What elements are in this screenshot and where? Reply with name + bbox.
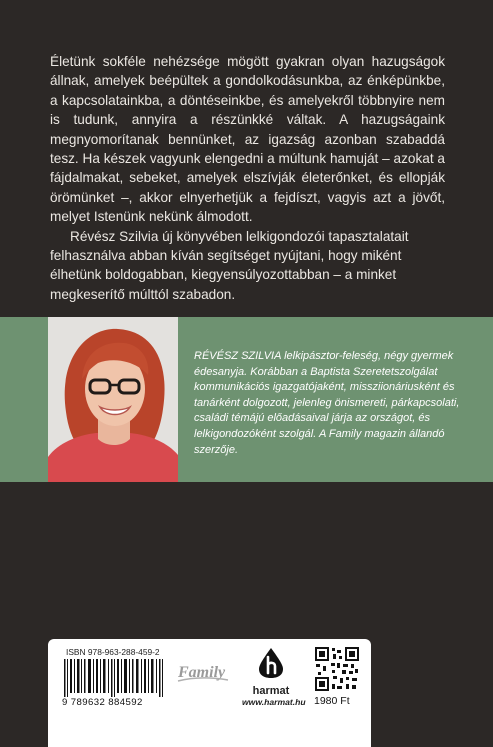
author-portrait: [48, 317, 178, 482]
harmat-drop-icon: [257, 647, 285, 679]
family-logo-text: Family: [178, 664, 226, 681]
author-portrait-image: [48, 317, 178, 482]
barcode-icon: [62, 659, 170, 697]
isbn-digits: 9 789632 884592: [62, 697, 143, 708]
isbn-label: ISBN 978-963-288-459-2: [66, 647, 160, 657]
harmat-logo-icon: [246, 647, 296, 697]
barcode-panel: [48, 639, 371, 747]
author-name: RÉVÉSZ SZILVIA: [194, 350, 282, 362]
price: 1980 Ft: [314, 695, 350, 707]
qr-code-icon: [315, 647, 359, 691]
author-bio: [194, 349, 466, 458]
harmat-logo-text: harmat: [252, 685, 290, 697]
blurb-paragraph-2: Révész Szilvia új könyvében lelkigondozói tapasztalatait felhasználva abban kíván segítséget nyújtani, hogy miként élhetünk boldogabban, kiegyensúlyozottabban – a minket megkeserítő múlttól szabadon.: [50, 228, 409, 302]
back-cover-blurb: [50, 52, 445, 304]
harmat-url: www.harmat.hu: [242, 697, 306, 707]
family-logo-icon: [176, 657, 232, 687]
blurb-paragraph-1: Életünk sokféle nehézsége mögött gyakran olyan hazugságok állnak, amelyek beépültek a gondolkodásunkba, az énképünkbe, a kapcsolatainkba, a döntéseinkbe, és amelyekről többnyire nem is tudunk, annyira a részünkké váltak. A hazugságaink megnyomorítanak bennünket, az igazság azonban szabaddá tesz. Ha készek vagyunk elengedni a múltunk hamuját – azokat a fájdalmakat, sebeket, amelyek elszívják életerőnket, és ellopják örömünket –, akkor elnyerhetjük a fejdíszt, vagyis azt a jövőt, melyet Istenünk nekünk álmodott.: [50, 54, 445, 225]
author-bio-text: lelkipásztor-feleség, négy gyermek édesanyja. Korábban a Baptista Szeretetszolgálat kommunikációs igazgatójaként, missziionáriusként és tanárként dolgozott, jelenleg önismereti, párkapcsolati, családi témájú előadásaival járja az országot, és lelkigondozóként szolgál. A Family magazin állandó szerzője.: [194, 350, 460, 456]
